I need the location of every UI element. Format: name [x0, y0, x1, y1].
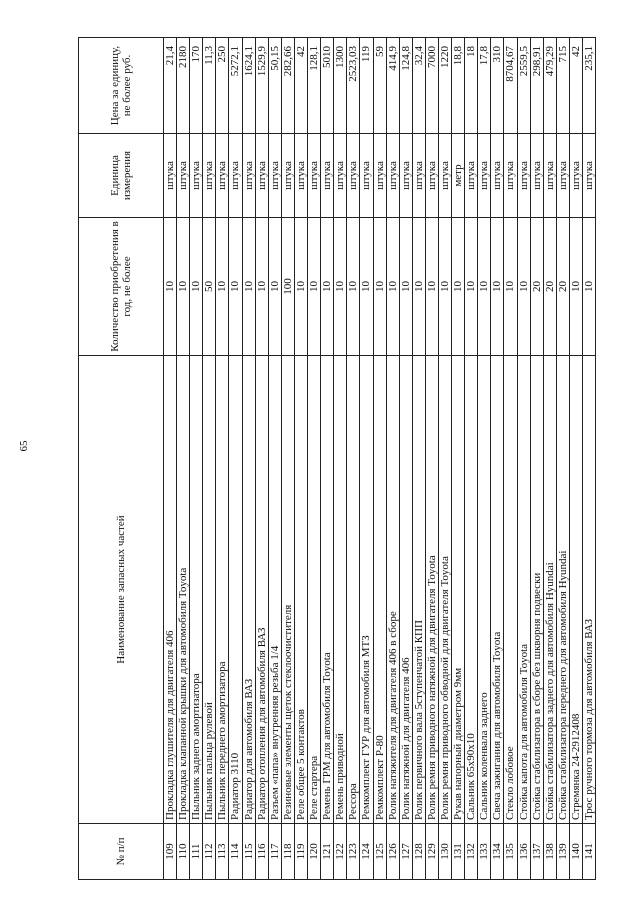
- table-row: [177, 38, 190, 880]
- cell-number: 115: [242, 824, 255, 880]
- table-row: [216, 38, 229, 880]
- cell-quantity: 10: [517, 218, 530, 356]
- cell-part-name: Пыльник переднего амортизатора: [216, 356, 229, 824]
- cell-number: 127: [399, 824, 412, 880]
- cell-unit: штука: [203, 134, 216, 218]
- cell-number: 135: [504, 824, 517, 880]
- cell-unit: штука: [399, 134, 412, 218]
- cell-price: 11,3: [203, 38, 216, 134]
- cell-quantity: 10: [425, 218, 438, 356]
- cell-quantity: 10: [255, 218, 268, 356]
- cell-part-name: Разъем «папа» внутренняя резьба 1/4: [268, 356, 281, 824]
- cell-part-name: Ремкомплект Р-80: [373, 356, 386, 824]
- cell-price: 298,91: [530, 38, 543, 134]
- cell-quantity: 10: [308, 218, 321, 356]
- cell-quantity: 10: [321, 218, 334, 356]
- cell-price: 1220: [438, 38, 451, 134]
- cell-part-name: Рукав напорный диаметром 9мм: [452, 356, 465, 824]
- table-row: [556, 38, 569, 880]
- cell-part-name: Реле стартера: [308, 356, 321, 824]
- cell-price: 170: [190, 38, 203, 134]
- cell-unit: штука: [268, 134, 281, 218]
- cell-part-name: Пыльник заднего амортизатора: [190, 356, 203, 824]
- cell-price: 414,9: [386, 38, 399, 134]
- cell-quantity: 10: [242, 218, 255, 356]
- table-row: [530, 38, 543, 880]
- table-row: [255, 38, 268, 880]
- table-row: [478, 38, 491, 880]
- table-row: [164, 38, 177, 880]
- cell-quantity: 10: [452, 218, 465, 356]
- cell-part-name: Ремень приводной: [334, 356, 347, 824]
- cell-unit: штука: [347, 134, 360, 218]
- cell-quantity: 10: [177, 218, 190, 356]
- cell-unit: штука: [164, 134, 177, 218]
- cell-price: 2180: [177, 38, 190, 134]
- cell-unit: штука: [321, 134, 334, 218]
- cell-unit: штука: [530, 134, 543, 218]
- cell-part-name: Радиатор отопления для автомобиля ВАЗ: [255, 356, 268, 824]
- cell-unit: штука: [412, 134, 425, 218]
- cell-price: 715: [556, 38, 569, 134]
- cell-part-name: Радиатор для автомобиля ВАЗ: [242, 356, 255, 824]
- cell-price: 119: [360, 38, 373, 134]
- cell-number: 113: [216, 824, 229, 880]
- cell-number: 136: [517, 824, 530, 880]
- cell-quantity: 10: [216, 218, 229, 356]
- cell-unit: штука: [308, 134, 321, 218]
- cell-quantity: 10: [347, 218, 360, 356]
- cell-price: 124,8: [399, 38, 412, 134]
- cell-unit: штука: [360, 134, 373, 218]
- cell-price: 21,4: [164, 38, 177, 134]
- cell-price: 8704,67: [504, 38, 517, 134]
- cell-unit: штука: [216, 134, 229, 218]
- table-row: [190, 38, 203, 880]
- cell-unit: штука: [543, 134, 556, 218]
- table-row: [360, 38, 373, 880]
- table-row: [321, 38, 334, 880]
- cell-number: 129: [425, 824, 438, 880]
- cell-number: 125: [373, 824, 386, 880]
- cell-unit: штука: [569, 134, 582, 218]
- cell-part-name: Ролик ремня приводного обводной для двигателя Toyota: [438, 356, 451, 824]
- header-price: Цена за единицу, не более руб.: [79, 38, 164, 134]
- cell-price: 2559,5: [517, 38, 530, 134]
- cell-quantity: 10: [164, 218, 177, 356]
- cell-number: 114: [229, 824, 242, 880]
- cell-quantity: 50: [203, 218, 216, 356]
- header-part-name: Наименование запасных частей: [79, 356, 164, 824]
- cell-unit: штука: [386, 134, 399, 218]
- cell-price: 59: [373, 38, 386, 134]
- table-row: [438, 38, 451, 880]
- cell-unit: штука: [242, 134, 255, 218]
- cell-part-name: Ролик натяжной для двигателя 406: [399, 356, 412, 824]
- cell-price: 310: [491, 38, 504, 134]
- cell-part-name: Стойка стабилизатора в сборе без шкворня подвески: [530, 356, 543, 824]
- table-row: [569, 38, 582, 880]
- table-row: [308, 38, 321, 880]
- spare-parts-table: [78, 37, 596, 880]
- cell-quantity: 10: [373, 218, 386, 356]
- cell-number: 139: [556, 824, 569, 880]
- cell-unit: штука: [255, 134, 268, 218]
- cell-unit: штука: [229, 134, 242, 218]
- table-row: [229, 38, 242, 880]
- cell-price: 18: [465, 38, 478, 134]
- cell-quantity: 10: [569, 218, 582, 356]
- cell-quantity: 10: [478, 218, 491, 356]
- cell-number: 140: [569, 824, 582, 880]
- cell-number: 137: [530, 824, 543, 880]
- cell-unit: штука: [556, 134, 569, 218]
- table-row: [294, 38, 307, 880]
- cell-price: 42: [569, 38, 582, 134]
- cell-number: 132: [465, 824, 478, 880]
- cell-price: 1529,9: [255, 38, 268, 134]
- cell-part-name: Ремень ГРМ для автомобиля Toyota: [321, 356, 334, 824]
- cell-part-name: Сальник 65x90x10: [465, 356, 478, 824]
- cell-quantity: 10: [438, 218, 451, 356]
- cell-quantity: 10: [360, 218, 373, 356]
- table-row: [242, 38, 255, 880]
- cell-number: 120: [308, 824, 321, 880]
- cell-unit: штука: [517, 134, 530, 218]
- cell-part-name: Ролик ремня приводного натяжной для двигателя Toyota: [425, 356, 438, 824]
- cell-part-name: Стойка капота для автомобиля Toyota: [517, 356, 530, 824]
- cell-price: 1624,1: [242, 38, 255, 134]
- cell-price: 282,66: [281, 38, 294, 134]
- cell-quantity: 10: [465, 218, 478, 356]
- table-row: [425, 38, 438, 880]
- cell-part-name: Рессора: [347, 356, 360, 824]
- cell-quantity: 10: [386, 218, 399, 356]
- table-row: [386, 38, 399, 880]
- cell-part-name: Ролик первичного вала 5ступенчатой КПП: [412, 356, 425, 824]
- table-row: [347, 38, 360, 880]
- cell-quantity: 10: [268, 218, 281, 356]
- cell-number: 126: [386, 824, 399, 880]
- table-row: [281, 38, 294, 880]
- cell-price: 235,1: [583, 38, 596, 134]
- cell-number: 118: [281, 824, 294, 880]
- header-number: № п/п: [79, 824, 164, 880]
- document-table-area: [78, 38, 595, 880]
- cell-unit: штука: [373, 134, 386, 218]
- cell-quantity: 10: [229, 218, 242, 356]
- table-row: [373, 38, 386, 880]
- table-row: [465, 38, 478, 880]
- cell-part-name: Прокладка глушителя для двигателя 406: [164, 356, 177, 824]
- cell-part-name: Реле общее 5 контактов: [294, 356, 307, 824]
- cell-number: 124: [360, 824, 373, 880]
- cell-number: 123: [347, 824, 360, 880]
- cell-unit: штука: [504, 134, 517, 218]
- cell-number: 133: [478, 824, 491, 880]
- cell-number: 109: [164, 824, 177, 880]
- cell-price: 250: [216, 38, 229, 134]
- cell-price: 18,8: [452, 38, 465, 134]
- table-body: [164, 38, 596, 880]
- cell-quantity: 10: [334, 218, 347, 356]
- cell-unit: штука: [425, 134, 438, 218]
- table-row: [203, 38, 216, 880]
- cell-quantity: 10: [399, 218, 412, 356]
- cell-quantity: 10: [190, 218, 203, 356]
- cell-quantity: 20: [543, 218, 556, 356]
- cell-number: 111: [190, 824, 203, 880]
- cell-part-name: Стойка стабилизатора заднего для автомобиля Hyundai: [543, 356, 556, 824]
- cell-number: 121: [321, 824, 334, 880]
- cell-part-name: Пыльник пальца рулевой: [203, 356, 216, 824]
- cell-part-name: Прокладка клапанной крышки для автомобиля Toyota: [177, 356, 190, 824]
- cell-number: 116: [255, 824, 268, 880]
- cell-price: 7000: [425, 38, 438, 134]
- table-row: [399, 38, 412, 880]
- cell-price: 17,8: [478, 38, 491, 134]
- cell-unit: штука: [583, 134, 596, 218]
- cell-number: 134: [491, 824, 504, 880]
- cell-price: 1300: [334, 38, 347, 134]
- cell-part-name: Ролик натяжителя для двигателя 406 в сборе: [386, 356, 399, 824]
- cell-quantity: 10: [412, 218, 425, 356]
- table-row: [517, 38, 530, 880]
- cell-price: 479,29: [543, 38, 556, 134]
- table-row: [268, 38, 281, 880]
- cell-number: 141: [583, 824, 596, 880]
- cell-price: 128,1: [308, 38, 321, 134]
- table-header-row: [79, 38, 164, 880]
- cell-number: 119: [294, 824, 307, 880]
- header-quantity: Количество приобретения в год, не более: [79, 218, 164, 356]
- cell-price: 50,15: [268, 38, 281, 134]
- cell-part-name: Стремянка 24-2912408: [569, 356, 582, 824]
- cell-price: 42: [294, 38, 307, 134]
- cell-unit: штука: [190, 134, 203, 218]
- cell-quantity: 20: [556, 218, 569, 356]
- table-row: [334, 38, 347, 880]
- cell-number: 138: [543, 824, 556, 880]
- cell-unit: штука: [465, 134, 478, 218]
- rotated-page-content: [78, 38, 595, 880]
- cell-part-name: Стойка стабилизатора переднего для автомобиля Hyundai: [556, 356, 569, 824]
- cell-part-name: Сальник коленвала заднего: [478, 356, 491, 824]
- cell-part-name: Резиновые элементы щеток стеклоочистителя: [281, 356, 294, 824]
- cell-part-name: Радиатор 3110: [229, 356, 242, 824]
- table-row: [412, 38, 425, 880]
- page-number: 65: [18, 440, 30, 452]
- cell-unit: штука: [491, 134, 504, 218]
- cell-price: 2523,03: [347, 38, 360, 134]
- cell-quantity: 100: [281, 218, 294, 356]
- cell-quantity: 10: [294, 218, 307, 356]
- cell-number: 117: [268, 824, 281, 880]
- cell-quantity: 20: [530, 218, 543, 356]
- cell-number: 112: [203, 824, 216, 880]
- cell-quantity: 10: [491, 218, 504, 356]
- cell-unit: штука: [334, 134, 347, 218]
- cell-price: 5272,1: [229, 38, 242, 134]
- cell-number: 122: [334, 824, 347, 880]
- table-row: [452, 38, 465, 880]
- table-row: [491, 38, 504, 880]
- header-unit: Единица измерения: [79, 134, 164, 218]
- table-row: [543, 38, 556, 880]
- cell-quantity: 10: [583, 218, 596, 356]
- table-row: [504, 38, 517, 880]
- cell-unit: метр: [452, 134, 465, 218]
- cell-price: 5010: [321, 38, 334, 134]
- cell-part-name: Ремкомплект ГУР для автомобиля МТЗ: [360, 356, 373, 824]
- cell-unit: штука: [294, 134, 307, 218]
- cell-part-name: Трос ручного тормоза для автомобиля ВАЗ: [583, 356, 596, 824]
- cell-unit: штука: [478, 134, 491, 218]
- cell-part-name: Стекло лобовое: [504, 356, 517, 824]
- cell-number: 128: [412, 824, 425, 880]
- table-row: [583, 38, 596, 880]
- cell-number: 130: [438, 824, 451, 880]
- cell-part-name: Свеча зажигания для автомобиля Toyota: [491, 356, 504, 824]
- cell-unit: штука: [177, 134, 190, 218]
- cell-price: 32,4: [412, 38, 425, 134]
- cell-unit: штука: [438, 134, 451, 218]
- cell-number: 110: [177, 824, 190, 880]
- cell-quantity: 10: [504, 218, 517, 356]
- cell-unit: штука: [281, 134, 294, 218]
- cell-number: 131: [452, 824, 465, 880]
